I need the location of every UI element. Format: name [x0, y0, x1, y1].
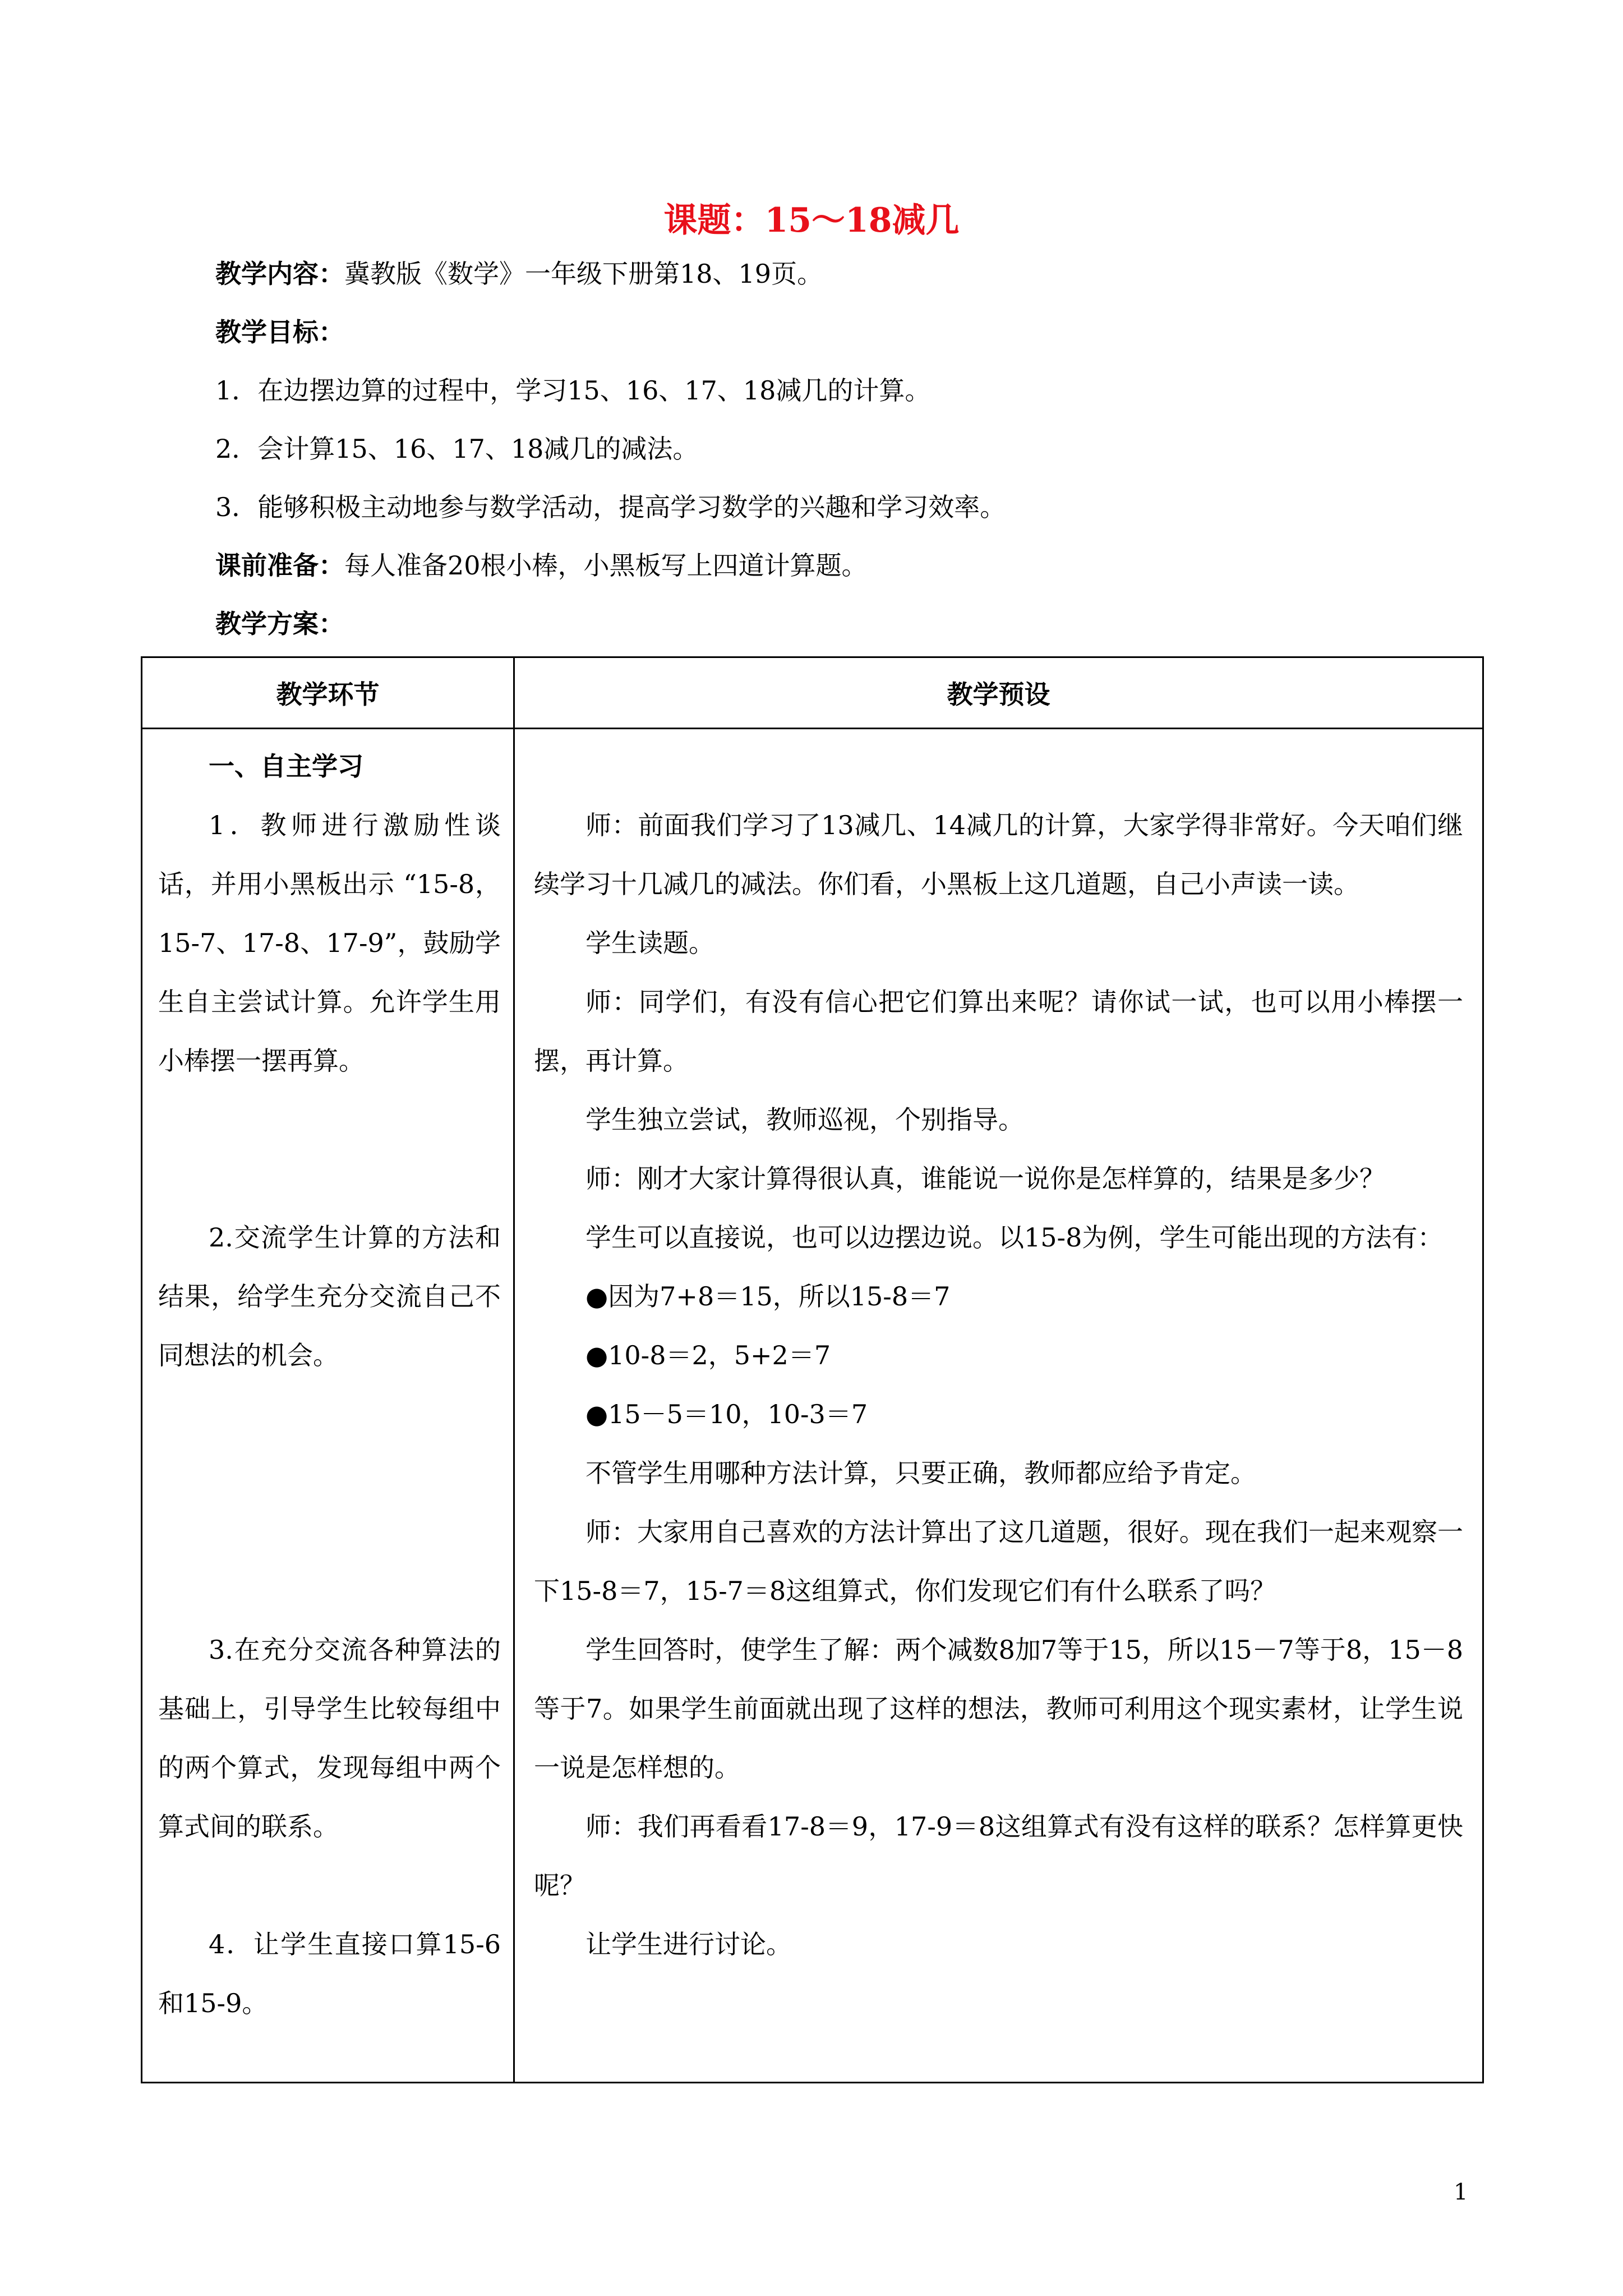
- stage-cell: [142, 729, 514, 2083]
- plan-paragraph: 学生读题。: [585, 928, 714, 958]
- prep-label: 课前准备：: [215, 550, 344, 581]
- plan-paragraph: 师：前面我们学习了13减几、14减几的计算，大家学得非常好。今天咱们继续学习十几减几的减法。你们看，小黑板上这几道题，自己小声读一读。: [534, 810, 1463, 899]
- plan-paragraph: 师：同学们，有没有信心把它们算出来呢？请你试一试，也可以用小棒摆一摆，再计算。: [534, 987, 1463, 1076]
- method-bullet: ●因为7+8＝15，所以15-8＝7: [585, 1281, 951, 1312]
- prep-text: 每人准备20根小棒，小黑板写上四道计算题。: [344, 550, 868, 581]
- content-text: 冀教版《数学》一年级下册第18、19页。: [344, 259, 823, 289]
- lesson-plan-table: [141, 656, 1484, 2083]
- content-line: [215, 251, 1505, 310]
- goal-item: 1．在边摆边算的过程中，学习15、16、17、18减几的计算。: [215, 375, 931, 406]
- header-teaching-stage: 教学环节: [142, 657, 514, 729]
- plan-paragraph: 让学生进行讨论。: [585, 1929, 792, 1959]
- prep-line: [215, 543, 1505, 601]
- plan-paragraph: 学生独立尝试，教师巡视，个别指导。: [585, 1105, 1024, 1135]
- plan-paragraph: 学生可以直接说，也可以边摆边说。以15-8为例，学生可能出现的方法有：: [585, 1222, 1444, 1253]
- goal-item: 2．会计算15、16、17、18减几的减法。: [215, 434, 699, 464]
- page-number: 1: [1454, 2179, 1468, 2205]
- table-row: [142, 729, 1483, 2083]
- goal-item: 3．能够积极主动地参与数学活动，提高学习数学的兴趣和学习效率。: [215, 492, 1006, 522]
- plan-heading: [215, 601, 1505, 660]
- spacer: [158, 1091, 501, 1149]
- table-header-row: [142, 657, 1483, 729]
- plan-paragraph: 师：我们再看看17-8＝9，17-9＝8这组算式有没有这样的联系？怎样算更快呢？: [534, 1811, 1463, 1901]
- plan-paragraph: 师：刚才大家计算得很认真，谁能说一说你是怎样算的，结果是多少？: [585, 1163, 1385, 1194]
- method-bullet: ●15－5＝10，10-3＝7: [585, 1399, 868, 1429]
- plan-paragraph: 学生回答时，使学生了解：两个减数8加7等于15，所以15－7等于8，15－8等于7。如果学生前面就出现了这样的想法，教师可利用这个现实素材，让学生说一说是怎样想的。: [534, 1635, 1463, 1783]
- content-label: 教学内容：: [215, 259, 344, 289]
- spacer: [158, 1444, 501, 1503]
- plan-paragraph: 不管学生用哪种方法计算，只要正确，教师都应给予肯定。: [585, 1458, 1256, 1488]
- section-heading: 一、自主学习: [209, 751, 363, 781]
- stage-item-4: 4．让学生直接口算15-6和15-9。: [158, 1929, 501, 2018]
- stage-item-1: 1．教师进行激励性谈话，并用小黑板出示 “15-8，15-7、17-8、17-9”，鼓励学生自主尝试计算。允许学生用小棒摆一摆再算。: [158, 810, 501, 1076]
- goals-heading: [215, 310, 1505, 368]
- plan-paragraph: 师：大家用自己喜欢的方法计算出了这几道题，很好。现在我们一起来观察一下15-8＝7，15-7＝8这组算式，你们发现它们有什么联系了吗？: [534, 1517, 1463, 1606]
- stage-item-3: 3.在充分交流各种算法的基础上，引导学生比较每组中的两个算式，发现每组中两个算式间的联系。: [158, 1635, 501, 1842]
- page-title: 课题：15～18减几: [663, 201, 960, 240]
- spacer: [158, 1385, 501, 1444]
- plan-cell: [514, 729, 1483, 2083]
- plan-label: 教学方案：: [215, 609, 344, 639]
- stage-item-2: 2.交流学生计算的方法和结果，给学生充分交流自己不同想法的机会。: [158, 1222, 501, 1370]
- spacer: [158, 1856, 501, 1915]
- spacer: [158, 1562, 501, 1621]
- goals-label: 教学目标：: [215, 317, 344, 347]
- method-bullet: ●10-8＝2，5+2＝7: [585, 1340, 831, 1370]
- spacer: [158, 1503, 501, 1562]
- lesson-intro: [215, 251, 1505, 660]
- spacer: [158, 1149, 501, 1208]
- header-teaching-plan: 教学预设: [514, 657, 1483, 729]
- spacer: [534, 737, 1463, 796]
